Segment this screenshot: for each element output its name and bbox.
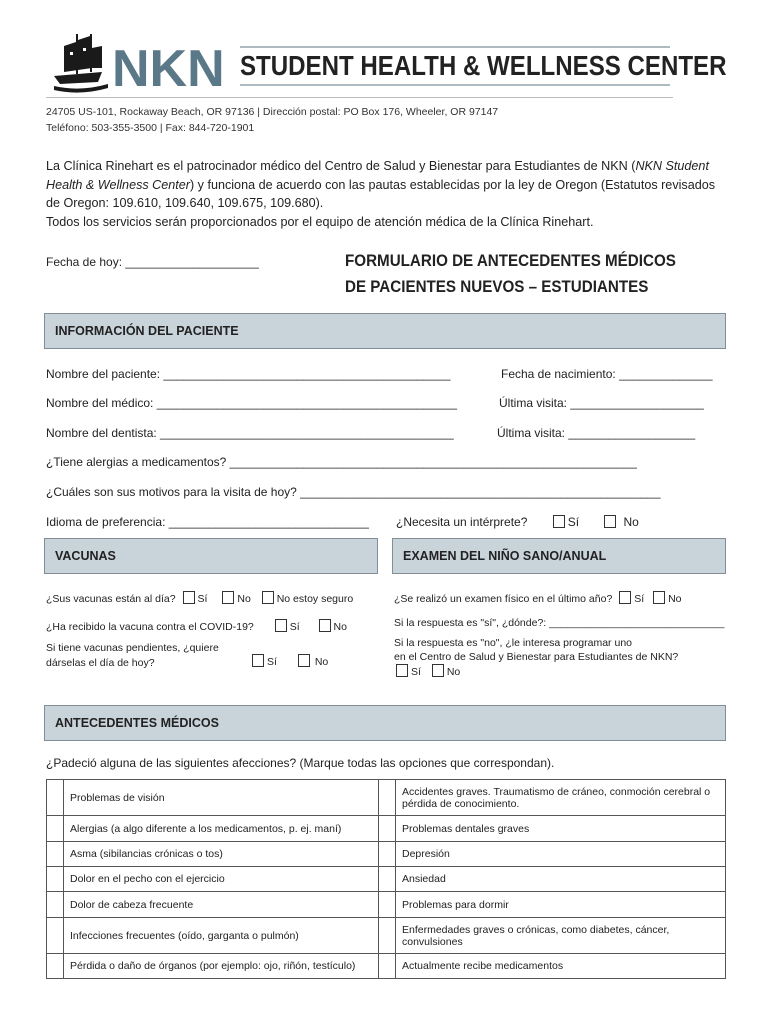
dentist-name-field[interactable]: Nombre del dentista: ____________________________________________	[46, 426, 454, 440]
form-title-line2: DE PACIENTES NUEVOS – ESTUDIANTES	[345, 278, 649, 296]
interpreter-yes-checkbox[interactable]	[553, 515, 565, 528]
interpreter-yes-label: Sí	[567, 515, 580, 529]
exam-q3-no-checkbox[interactable]	[432, 664, 444, 677]
pending-label-a: Si tiene vacunas pendientes, ¿quiere	[46, 642, 219, 654]
pending-no-label: No	[314, 656, 329, 668]
table-row	[47, 780, 726, 816]
vaccines-q1-yes-checkbox[interactable]	[183, 591, 195, 604]
interpreter-no-checkbox[interactable]	[604, 515, 616, 528]
condition-checkbox[interactable]	[379, 954, 396, 979]
exam-q1-no-checkbox[interactable]	[653, 591, 665, 604]
table-row	[47, 867, 726, 892]
header-separator	[46, 97, 673, 98]
form-title-line1: FORMULARIO DE ANTECEDENTES MÉDICOS	[345, 252, 676, 270]
table-row	[47, 842, 726, 867]
contact-line: Teléfono: 503-355-3500 | Fax: 844-720-1901	[46, 122, 255, 134]
vaccines-q1-no-checkbox[interactable]	[222, 591, 234, 604]
exam-schedule-question	[394, 636, 678, 679]
exam-q3-label-b: en el Centro de Salud y Bienestar para Estudiantes de NKN?	[394, 651, 679, 663]
interpreter-label: ¿Necesita un intérprete?	[396, 515, 528, 529]
doctor-last-visit-field[interactable]: Última visita: ____________________	[499, 396, 704, 410]
intro-text-italic: NKN Student Health & Wellness Center	[46, 159, 709, 192]
covid-vaccine-question	[46, 619, 347, 633]
condition-label: Alergias (a algo diferente a los medicamentos, p. ej. maní)	[64, 816, 379, 842]
intro-text-b: ) y funciona de acuerdo con las pautas establecidas por la ley de Oregon (Estatutos revisados de Oregon: 109.610, 109.640, 109.675, 109.680).	[46, 177, 716, 210]
visit-reason-field[interactable]: ¿Cuáles son sus motivos para la visita de hoy? ______________________________________________________	[46, 485, 661, 499]
covid-label: ¿Ha recibido la vacuna contra el COVID-19?	[46, 621, 254, 633]
condition-label: Accidentes graves. Traumatismo de cráneo, conmoción cerebral o pérdida de conocimiento.	[396, 780, 726, 816]
exam-where-field[interactable]: Si la respuesta es "sí", ¿dónde?: ______________________________	[394, 617, 725, 629]
condition-label: Pérdida o daño de órganos (por ejemplo: ojo, riñón, testículo)	[64, 954, 379, 979]
covid-no-label: No	[333, 621, 347, 633]
covid-no-checkbox[interactable]	[319, 619, 331, 632]
condition-label: Dolor de cabeza frecuente	[64, 892, 379, 918]
condition-label: Problemas de visión	[64, 780, 379, 816]
covid-yes-checkbox[interactable]	[275, 619, 287, 632]
exam-q1-yes-label: Sí	[634, 593, 645, 605]
pending-label-b: dárselas el día de hoy?	[46, 657, 155, 669]
exam-q1-no-label: No	[668, 593, 682, 605]
section-wellness-exam: EXAMEN DEL NIÑO SANO/ANUAL	[392, 538, 726, 574]
patient-name-field[interactable]: Nombre del paciente: ___________________________________________	[46, 367, 451, 381]
exam-q3-label-a: Si la respuesta es "no", ¿le interesa programar uno	[394, 637, 632, 649]
exam-last-year-question	[394, 591, 682, 605]
condition-checkbox[interactable]	[47, 780, 64, 816]
condition-checkbox[interactable]	[47, 816, 64, 842]
center-title: STUDENT HEALTH & WELLNESS CENTER	[240, 50, 727, 81]
condition-checkbox[interactable]	[47, 892, 64, 918]
vaccines-q1-no-label: No	[237, 593, 251, 605]
vaccines-q1-label: ¿Sus vacunas están al día?	[46, 593, 176, 605]
condition-checkbox[interactable]	[379, 867, 396, 892]
pending-yes-label: Sí	[267, 656, 277, 668]
conditions-prompt: ¿Padeció alguna de las siguientes afecciones? (Marque todas las opciones que correspondan).	[46, 756, 555, 770]
condition-label: Problemas dentales graves	[396, 816, 726, 842]
condition-checkbox[interactable]	[379, 892, 396, 918]
exam-q1-label: ¿Se realizó un examen físico en el último año?	[394, 593, 613, 605]
interpreter-no-label: No	[623, 515, 639, 529]
condition-label: Dolor en el pecho con el ejercicio	[64, 867, 379, 892]
allergies-field[interactable]: ¿Tiene alergias a medicamentos? _____________________________________________________________	[46, 455, 637, 469]
condition-checkbox[interactable]	[47, 918, 64, 954]
intro-paragraph	[46, 157, 726, 231]
condition-label: Actualmente recibe medicamentos	[396, 954, 726, 979]
condition-checkbox[interactable]	[379, 780, 396, 816]
section-patient-info: INFORMACIÓN DEL PACIENTE	[44, 313, 726, 349]
interpreter-question	[396, 515, 639, 529]
fecha-hoy-field[interactable]: Fecha de hoy: ____________________	[46, 255, 259, 269]
address-line: 24705 US-101, Rockaway Beach, OR 97136 | Dirección postal: PO Box 176, Wheeler, OR 97147	[46, 106, 499, 118]
intro-text-a: La Clínica Rinehart es el patrocinador médico del Centro de Salud y Bienestar para Estudiantes de NKN (	[46, 159, 636, 173]
conditions-table	[46, 779, 726, 979]
nkn-ship-logo	[50, 32, 230, 96]
condition-checkbox[interactable]	[379, 816, 396, 842]
form-title	[345, 248, 676, 300]
table-row	[47, 954, 726, 979]
exam-q1-yes-checkbox[interactable]	[619, 591, 631, 604]
section-medical-history: ANTECEDENTES MÉDICOS	[44, 705, 726, 741]
dentist-last-visit-field[interactable]: Última visita: ___________________	[497, 426, 696, 440]
condition-label: Enfermedades graves o crónicas, como diabetes, cáncer, convulsiones	[396, 918, 726, 954]
table-row	[47, 892, 726, 918]
condition-label: Asma (sibilancias crónicas o tos)	[64, 842, 379, 867]
condition-checkbox[interactable]	[379, 842, 396, 867]
vaccines-up-to-date	[46, 591, 353, 605]
table-row	[47, 816, 726, 842]
condition-label: Depresión	[396, 842, 726, 867]
vaccines-q1-yes-label: Sí	[197, 593, 208, 605]
pending-no-checkbox[interactable]	[298, 654, 310, 667]
doctor-name-field[interactable]: Nombre del médico: _____________________________________________	[46, 396, 458, 410]
vaccines-q1-unsure-checkbox[interactable]	[262, 591, 274, 604]
condition-checkbox[interactable]	[47, 867, 64, 892]
covid-yes-label: Sí	[289, 621, 300, 633]
pending-vaccines-question	[46, 641, 219, 671]
header-rule-bottom	[240, 84, 670, 86]
birthdate-field[interactable]: Fecha de nacimiento: ______________	[501, 367, 713, 381]
condition-label: Infecciones frecuentes (oído, garganta o pulmón)	[64, 918, 379, 954]
pending-vaccines-options	[248, 654, 328, 668]
condition-checkbox[interactable]	[379, 918, 396, 954]
exam-q3-yes-label: Sí	[411, 666, 421, 678]
exam-q3-yes-checkbox[interactable]	[396, 664, 408, 677]
condition-checkbox[interactable]	[47, 954, 64, 979]
org-name: NKN	[112, 40, 225, 96]
vaccines-q1-unsure-label: No estoy seguro	[276, 593, 354, 605]
language-field[interactable]: Idioma de preferencia: ______________________________	[46, 515, 369, 529]
condition-label: Ansiedad	[396, 867, 726, 892]
condition-label: Problemas para dormir	[396, 892, 726, 918]
section-vaccines: VACUNAS	[44, 538, 378, 574]
pending-yes-checkbox[interactable]	[252, 654, 264, 667]
table-row	[47, 918, 726, 954]
header-rule-top	[240, 46, 670, 48]
condition-checkbox[interactable]	[47, 842, 64, 867]
intro-text-2: Todos los servicios serán proporcionados por el equipo de atención médica de la Clínica Rinehart.	[46, 214, 594, 229]
exam-q3-no-label: No	[446, 666, 461, 678]
